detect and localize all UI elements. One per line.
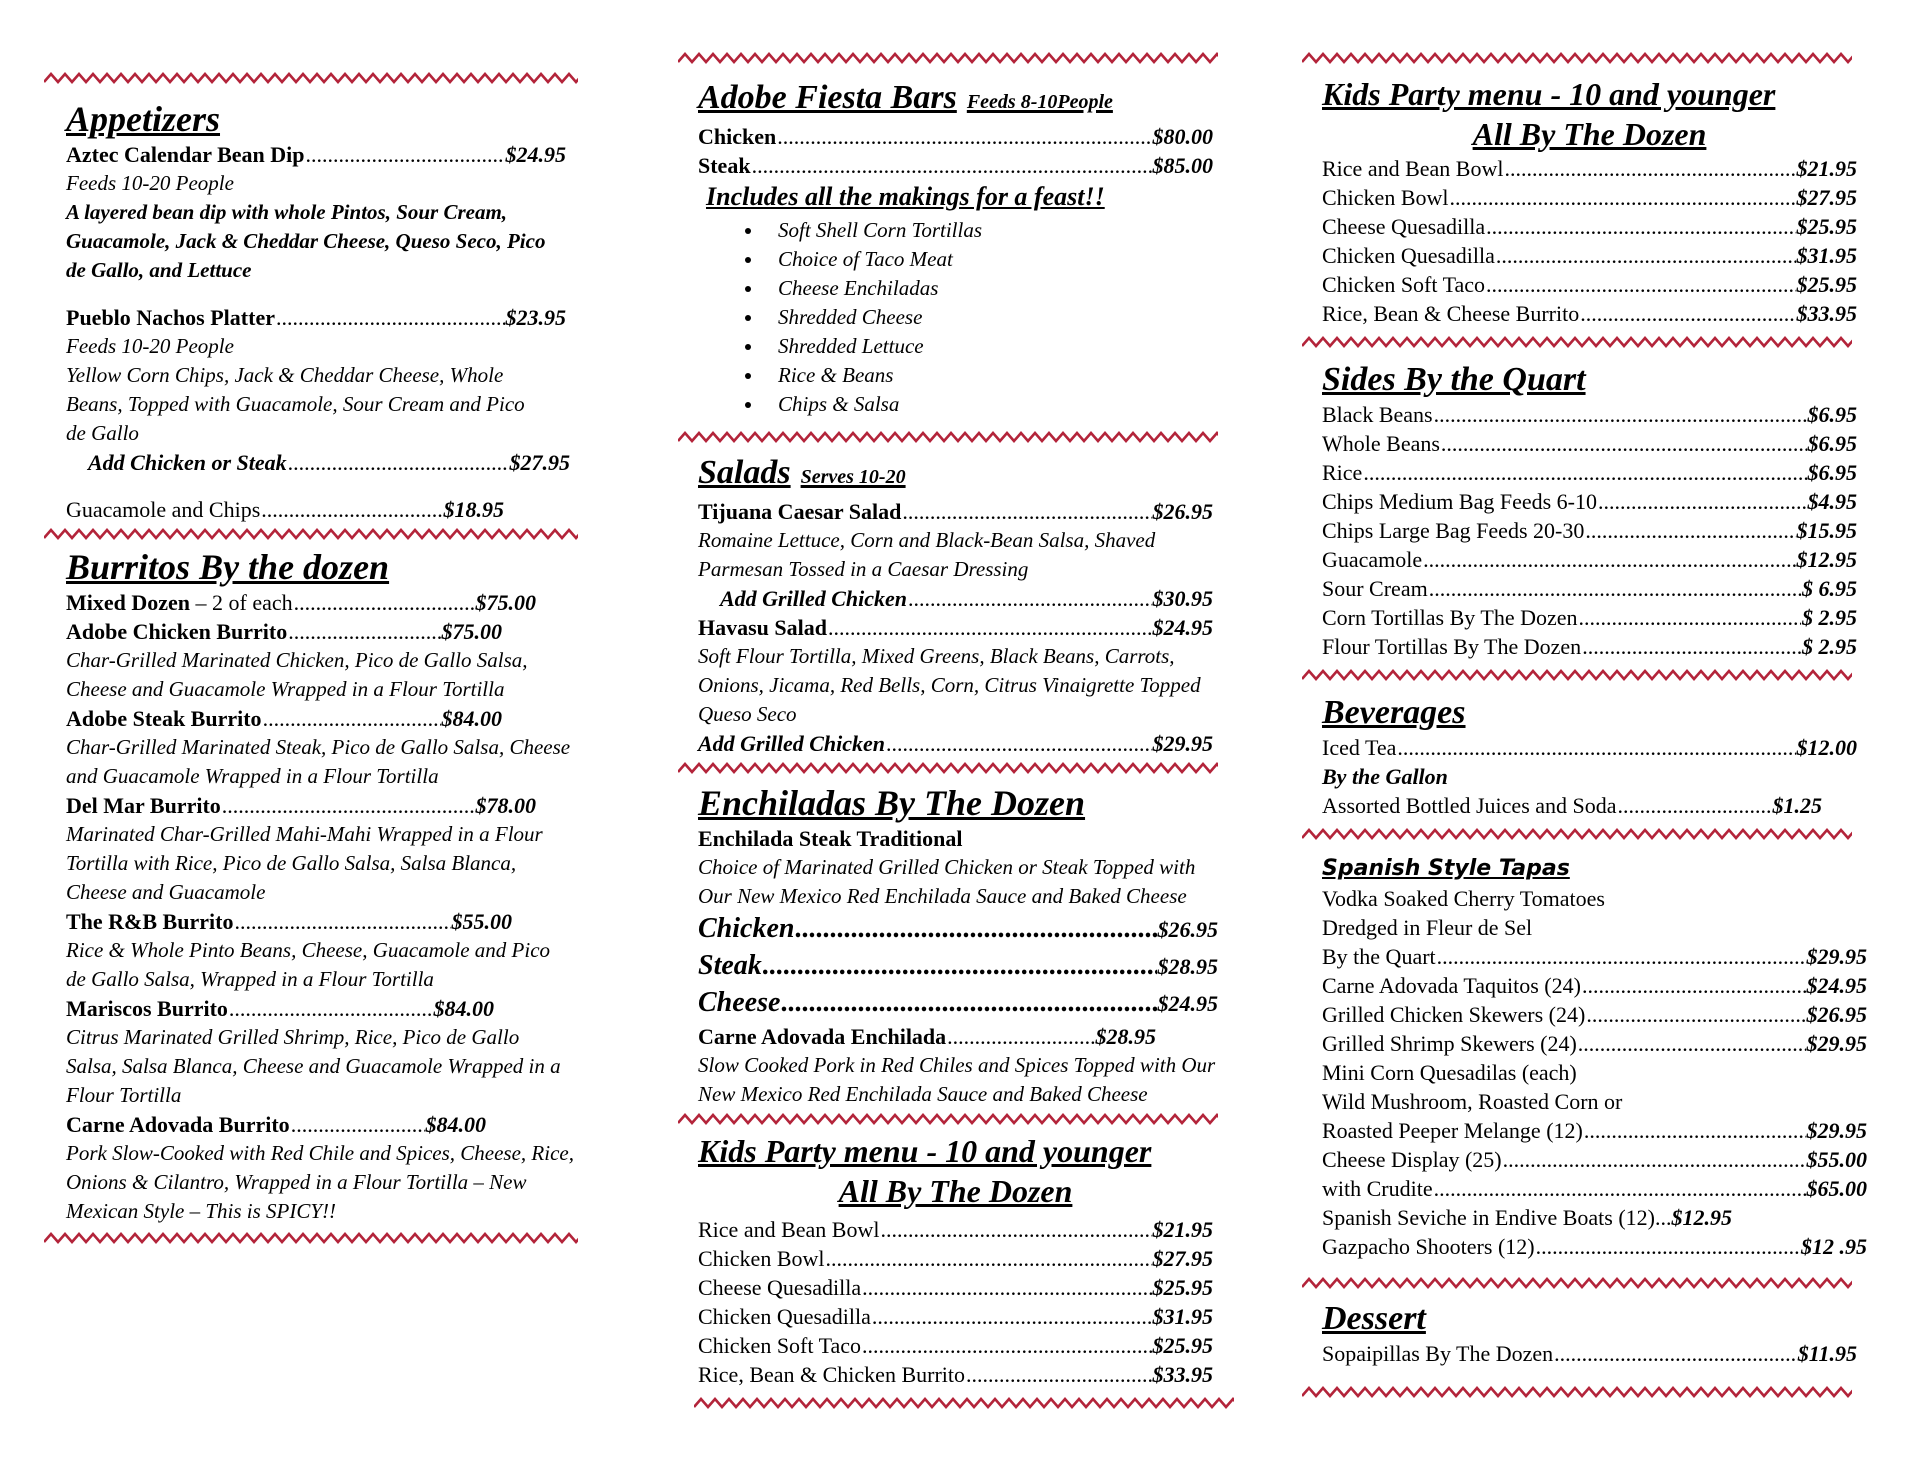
menu-item-cheese-display: Cheese Display (25) ..... $55.00 xyxy=(1322,1145,1867,1174)
menu-item-kids: Chicken Quesadilla ..... $31.95 xyxy=(698,1302,1213,1331)
zigzag-divider xyxy=(694,1397,1258,1409)
menu-item-enchilada-steak: Steak ..... $28.95 xyxy=(698,948,1218,985)
menu-item-chicken-skewers: Grilled Chicken Skewers (24) ..... $26.95 xyxy=(1322,1000,1867,1029)
menu-item-enchilada-chicken: Chicken ..... $26.95 xyxy=(698,911,1218,948)
enchiladas-title: Enchiladas By The Dozen xyxy=(698,783,1086,823)
menu-item-taquitos: Carne Adovada Taquitos (24) ..... $24.95 xyxy=(1322,971,1867,1000)
menu-item-juices-soda: Assorted Bottled Juices and Soda ..... $1.25 xyxy=(1322,791,1822,820)
zigzag-divider xyxy=(1302,828,1892,840)
item-description: Char-Grilled Marinated Steak, Pico de Gallo Salsa, Cheese and Guacamole Wrapped in a Flour Tortilla xyxy=(66,735,571,788)
burritos-title: Burritos By the dozen xyxy=(66,547,390,587)
menu-item-side: Whole Beans ..... $6.95 xyxy=(1322,429,1857,458)
item-description: Marinated Char-Grilled Mahi-Mahi Wrapped in a Flour Tortilla with Rice, Pico de Gallo Salsa, Salsa Blanca, Cheese and Guacamole xyxy=(66,822,543,904)
menu-item-fiesta-chicken: Chicken ..... $80.00 xyxy=(698,122,1213,151)
menu-item-kids: Rice, Bean & Cheese Burrito ..... $33.95 xyxy=(1322,299,1857,328)
zigzag-divider xyxy=(44,1232,618,1244)
menu-item-kids: Chicken Bowl ..... $27.95 xyxy=(698,1244,1213,1273)
item-description: Citrus Marinated Grilled Shrimp, Rice, Pico de Gallo Salsa, Salsa Blanca, Cheese and Guacamole Wrapped in a Flour Tortilla xyxy=(66,1025,561,1107)
item-description: Romaine Lettuce, Corn and Black-Bean Salsa, Shaved Parmesan Tossed in a Caesar Dressing xyxy=(698,528,1156,581)
zigzag-divider xyxy=(1302,669,1892,681)
dessert-title: Dessert xyxy=(1322,1300,1426,1337)
menu-item-tijuana-add-chicken: Add Grilled Chicken ..... $30.95 xyxy=(698,584,1213,613)
fiesta-include-item: • Shredded Lettuce xyxy=(764,332,1213,361)
salads-title: Salads Serves 10-20 xyxy=(698,454,906,491)
item-description: Rice & Whole Pinto Beans, Cheese, Guacamole and Pico de Gallo Salsa, Wrapped in a Flour Tortilla xyxy=(66,938,551,991)
beverages-title: Beverages xyxy=(1322,694,1466,731)
fiesta-include-item: • Soft Shell Corn Tortillas xyxy=(764,216,1213,245)
kids-menu-subtitle: All By The Dozen xyxy=(1472,116,1707,152)
menu-item-kids: Rice and Bean Bowl ..... $21.95 xyxy=(698,1215,1213,1244)
menu-item-burrito: Carne Adovada Burrito ..... $84.00 xyxy=(66,1110,486,1139)
menu-item-shrimp-skewers: Grilled Shrimp Skewers (24) ..... $29.95 xyxy=(1322,1029,1867,1058)
menu-item-burrito: Adobe Chicken Burrito ..... $75.00 xyxy=(66,617,502,646)
item-description: Choice of Marinated Grilled Chicken or Steak Topped with Our New Mexico Red Enchilada Sauce and Baked Cheese xyxy=(698,855,1196,908)
item-description: Yellow Corn Chips, Jack & Cheddar Cheese, Whole Beans, Topped with Guacamole, Sour Cream and Pico de Gallo xyxy=(66,363,525,445)
menu-item-burrito: Adobe Steak Burrito ..... $84.00 xyxy=(66,704,502,733)
tapas-title: Spanish Style Tapas xyxy=(1322,856,1570,881)
zigzag-divider xyxy=(678,431,1258,443)
item-description: Pork Slow-Cooked with Red Chile and Spices, Cheese, Rice, Onions & Cilantro, Wrapped in a Flour Tortilla – New Mexican Style – This is SPICY!! xyxy=(66,1141,574,1223)
menu-item-sopaipillas: Sopaipillas By The Dozen ..... $11.95 xyxy=(1322,1339,1857,1368)
zigzag-divider xyxy=(44,528,618,540)
fiesta-include-item: • Cheese Enchiladas xyxy=(764,274,1213,303)
menu-item-side: Black Beans ..... $6.95 xyxy=(1322,400,1857,429)
sides-list xyxy=(1322,400,1857,661)
kids-menu-title: Kids Party menu - 10 and younger xyxy=(698,1133,1152,1169)
menu-item-burrito: Mariscos Burrito ..... $84.00 xyxy=(66,994,494,1023)
tapas-text: Mini Corn Quesadilas (each) xyxy=(1322,1060,1577,1085)
burrito-list xyxy=(66,617,586,1226)
menu-item-side: Flour Tortillas By The Dozen ..... $ 2.95 xyxy=(1322,632,1857,661)
menu-item-seviche: Spanish Seviche in Endive Boats (12)...$12.95 xyxy=(1322,1205,1733,1230)
menu-item-tomatoes-quart: By the Quart ..... $29.95 xyxy=(1322,942,1867,971)
fiesta-include-item: • Chips & Salsa xyxy=(764,390,1213,419)
appetizers-title: Appetizers xyxy=(66,99,221,139)
menu-item-fiesta-steak: Steak ..... $85.00 xyxy=(698,151,1213,180)
fiesta-include-item: • Shredded Cheese xyxy=(764,303,1213,332)
fiesta-include-list xyxy=(698,216,1213,419)
tapas-text: Wild Mushroom, Roasted Corn or xyxy=(1322,1089,1623,1114)
left-column xyxy=(44,72,618,1244)
menu-item-side: Guacamole ..... $12.95 xyxy=(1322,545,1857,574)
menu-item-kids: Chicken Quesadilla ..... $31.95 xyxy=(1322,241,1857,270)
menu-item-burrito: Del Mar Burrito ..... $78.00 xyxy=(66,791,536,820)
item-description: A layered bean dip with whole Pintos, Sour Cream, Guacamole, Jack & Cheddar Cheese, Queso Seco, Pico de Gallo, and Lettuce xyxy=(66,200,546,282)
menu-item-tijuana: Tijuana Caesar Salad ..... $26.95 xyxy=(698,497,1213,526)
enchilada-traditional: Enchilada Steak Traditional xyxy=(698,826,963,851)
menu-item-burrito: The R&B Burrito ..... $55.00 xyxy=(66,907,512,936)
menu-item-kids: Cheese Quesadilla ..... $25.95 xyxy=(698,1273,1213,1302)
kids-menu-subtitle: All By The Dozen xyxy=(838,1173,1073,1209)
right-column xyxy=(1302,52,1892,1398)
menu-item-side: Chips Medium Bag Feeds 6-10 ..... $4.95 xyxy=(1322,487,1857,516)
zigzag-divider xyxy=(1302,1277,1892,1289)
menu-item-iced-tea: Iced Tea ..... $12.00 xyxy=(1322,733,1857,762)
kids-menu-list xyxy=(698,1215,1213,1389)
feeds-note: Feeds 10-20 People xyxy=(66,171,234,195)
sides-title: Sides By the Quart xyxy=(1322,361,1586,398)
beverage-note: By the Gallon xyxy=(1322,764,1448,789)
zigzag-divider xyxy=(678,1113,1258,1125)
menu-item-guacamole-chips: Guacamole and Chips ..... $18.95 xyxy=(66,495,504,524)
menu-item-kids: Cheese Quesadilla ..... $25.95 xyxy=(1322,212,1857,241)
fiesta-include-item: • Rice & Beans xyxy=(764,361,1213,390)
kids-menu-list xyxy=(1322,154,1857,328)
menu-item-side: Corn Tortillas By The Dozen ..... $ 2.95 xyxy=(1322,603,1857,632)
menu-item-enchilada-cheese: Cheese ..... $24.95 xyxy=(698,985,1218,1022)
menu-item-kids: Rice, Bean & Chicken Burrito ..... $33.95 xyxy=(698,1360,1213,1389)
menu-item-kids: Rice and Bean Bowl ..... $21.95 xyxy=(1322,154,1857,183)
tapas-text: Dredged in Fleur de Sel xyxy=(1322,915,1533,940)
item-description: Char-Grilled Marinated Chicken, Pico de Gallo Salsa, Cheese and Guacamole Wrapped in a Flour Tortilla xyxy=(66,648,528,701)
menu-item-side: Chips Large Bag Feeds 20-30 ..... $15.95 xyxy=(1322,516,1857,545)
menu-item-kids: Chicken Soft Taco ..... $25.95 xyxy=(1322,270,1857,299)
menu-item-havasu-add-chicken: Add Grilled Chicken ..... $29.95 xyxy=(698,729,1213,758)
menu-item-crudite: with Crudite ..... $65.00 xyxy=(1322,1174,1867,1203)
middle-column xyxy=(678,52,1258,1409)
menu-item-peeper-melange: Roasted Peeper Melange (12) ..... $29.95 xyxy=(1322,1116,1867,1145)
menu-item-mixed-dozen: Mixed Dozen – 2 of each ..... $75.00 xyxy=(66,588,536,617)
menu-item-pueblo: Pueblo Nachos Platter ..... $23.95 xyxy=(66,303,566,332)
menu-item-kids: Chicken Soft Taco ..... $25.95 xyxy=(698,1331,1213,1360)
menu-item-havasu: Havasu Salad ..... $24.95 xyxy=(698,613,1213,642)
zigzag-divider xyxy=(678,52,1258,64)
menu-item-kids: Chicken Bowl ..... $27.95 xyxy=(1322,183,1857,212)
fiesta-include-item: • Choice of Taco Meat xyxy=(764,245,1213,274)
zigzag-divider xyxy=(1302,336,1892,348)
fiesta-title: Adobe Fiesta Bars Feeds 8-10People xyxy=(698,79,1113,116)
item-description: Soft Flour Tortilla, Mixed Greens, Black Beans, Carrots, Onions, Jicama, Red Bells, Corn, Citrus Vinaigrette Topped Queso Seco xyxy=(698,644,1201,726)
menu-item-side: Sour Cream ..... $ 6.95 xyxy=(1322,574,1857,603)
feeds-note: Feeds 10-20 People xyxy=(66,334,234,358)
item-description: Slow Cooked Pork in Red Chiles and Spices Topped with Our New Mexico Red Enchilada Sauce and Baked Cheese xyxy=(698,1053,1216,1106)
zigzag-divider xyxy=(1302,1386,1892,1398)
zigzag-divider xyxy=(1302,52,1892,64)
menu-item-side: Rice ..... $6.95 xyxy=(1322,458,1857,487)
kids-menu-title: Kids Party menu - 10 and younger xyxy=(1322,76,1776,112)
menu-item-add-chicken-steak: Add Chicken or Steak ..... $27.95 xyxy=(66,448,570,477)
menu-item-carne-enchilada: Carne Adovada Enchilada ..... $28.95 xyxy=(698,1022,1156,1051)
zigzag-divider xyxy=(678,762,1258,774)
fiesta-includes: Includes all the makings for a feast!! xyxy=(706,182,1105,211)
tapas-text: Vodka Soaked Cherry Tomatoes xyxy=(1322,886,1605,911)
zigzag-divider xyxy=(44,72,618,84)
menu-item-aztec: Aztec Calendar Bean Dip ..... $24.95 xyxy=(66,140,566,169)
menu-item-gazpacho: Gazpacho Shooters (12) ..... $12 .95 xyxy=(1322,1232,1867,1261)
